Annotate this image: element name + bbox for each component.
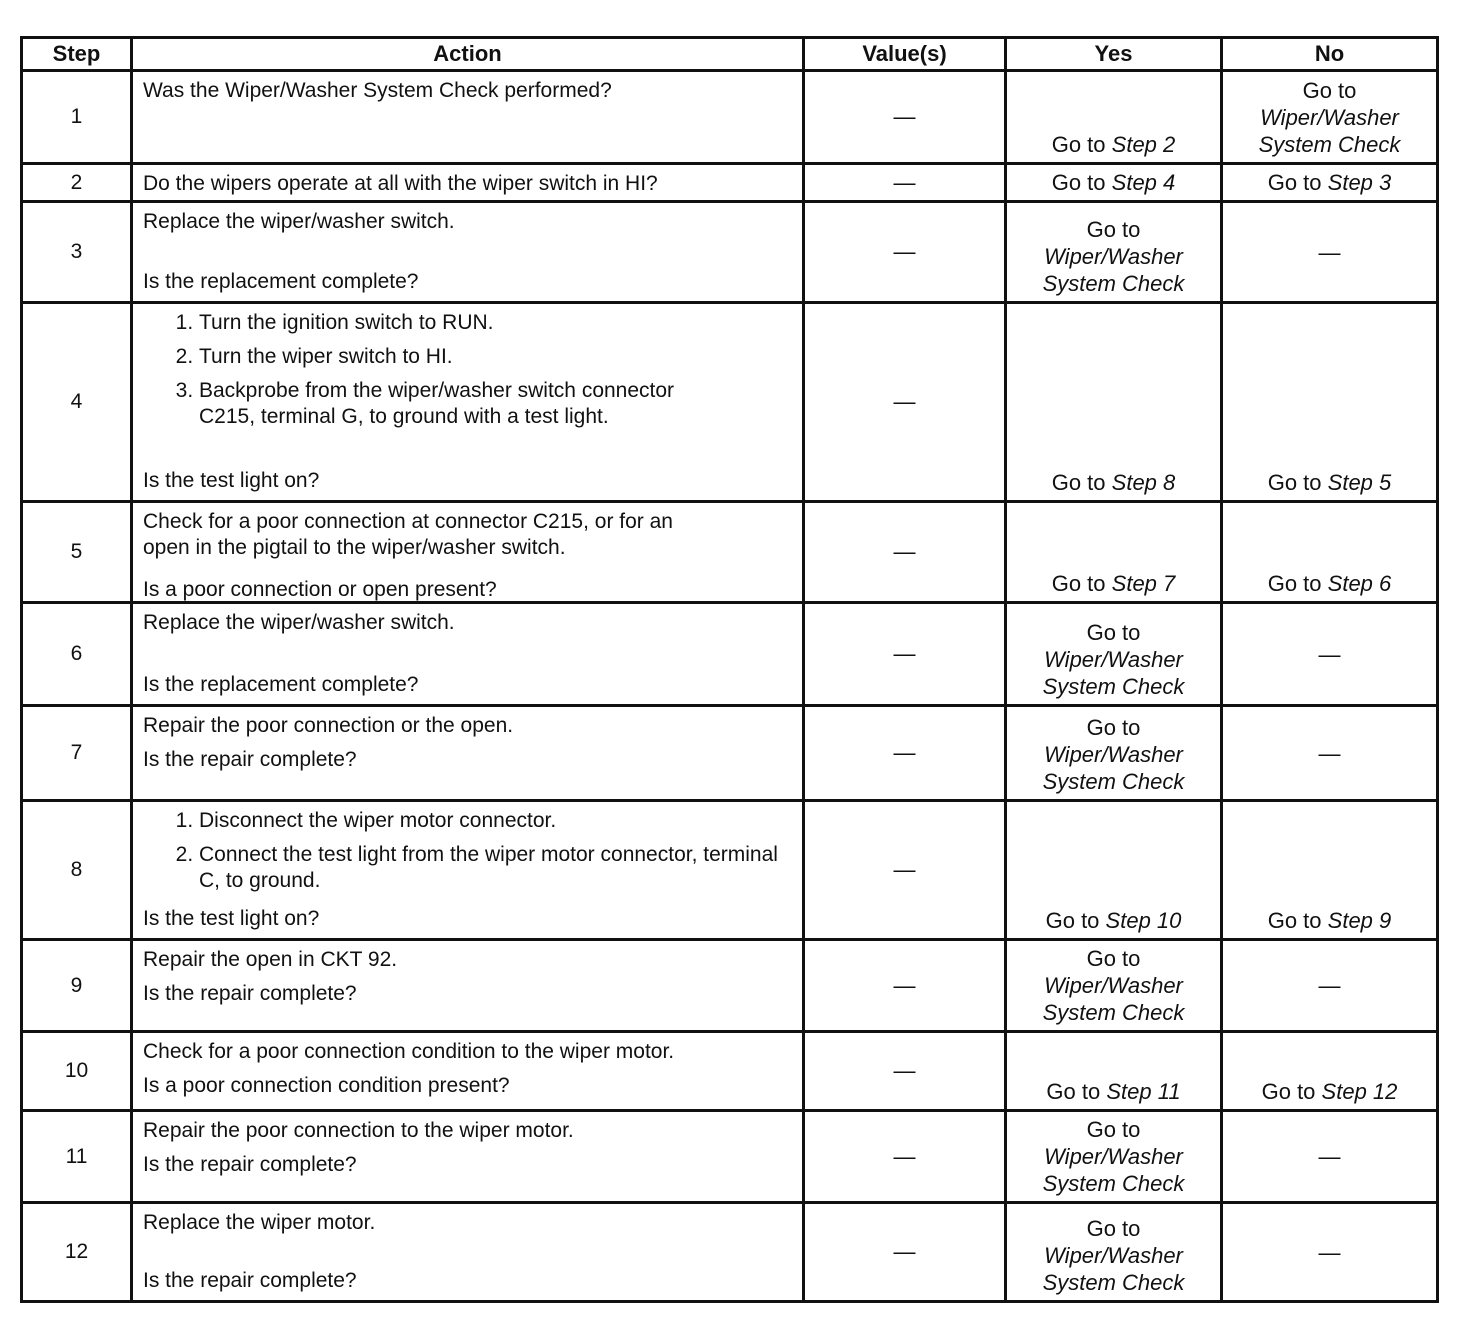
system-check-text: Wiper/Washer: [1044, 647, 1183, 672]
action-content: [143, 1118, 794, 1194]
action-top: [143, 1210, 794, 1236]
action-cell: [132, 1203, 804, 1302]
go-to-text: Go to: [1086, 1216, 1141, 1241]
value-cell: —: [804, 940, 1006, 1032]
dash-mark: —: [1318, 239, 1341, 265]
go-to-link: [1013, 570, 1214, 597]
action-step-item: 1. Disconnect the wiper motor connector.: [199, 808, 794, 834]
no-outcome: [1222, 801, 1438, 940]
action-line: Was the Wiper/Washer System Check performed?: [143, 79, 612, 102]
value-cell: —: [804, 164, 1006, 202]
system-check-ref: [1013, 714, 1214, 795]
action-line: Is the repair complete?: [143, 1153, 357, 1176]
action-spacer: [143, 434, 794, 468]
step-ref: Step 8: [1111, 470, 1176, 495]
yes-outcome: [1006, 502, 1222, 603]
table-row: [22, 502, 1438, 603]
action-top: [143, 1118, 794, 1178]
step-ref: Step 6: [1327, 571, 1392, 596]
action-top: [143, 610, 794, 636]
header-values: Value(s): [804, 38, 1006, 71]
go-to-link: [1013, 169, 1214, 196]
no-outcome: [1222, 1111, 1438, 1203]
step-number: 2: [22, 164, 132, 202]
value-cell: —: [804, 603, 1006, 706]
value-cell: —: [804, 1203, 1006, 1302]
action-cell: [132, 801, 804, 940]
action-content: [143, 713, 794, 793]
step-number: 7: [22, 706, 132, 801]
table-row: [22, 1203, 1438, 1302]
action-spacer: [143, 1236, 794, 1268]
step-number: 9: [22, 940, 132, 1032]
no-outcome: [1222, 502, 1438, 603]
table-row: [22, 801, 1438, 940]
go-to-text: Go to: [1302, 78, 1357, 103]
action-cell: [132, 502, 804, 603]
table-row: [22, 303, 1438, 502]
system-check-ref: [1013, 619, 1214, 700]
yes-outcome: [1006, 71, 1222, 164]
action-line: Is a poor connection condition present?: [143, 1074, 510, 1097]
yes-outcome: [1006, 801, 1222, 940]
action-steps-list: [143, 310, 794, 430]
action-cell: [132, 303, 804, 502]
system-check-text: System Check: [1042, 1171, 1185, 1196]
dash-mark: —: [1318, 973, 1341, 999]
step-ref: Step 2: [1111, 132, 1176, 157]
go-to-text: Go to: [1267, 908, 1322, 933]
dash-mark: —: [1318, 1144, 1341, 1170]
action-spacer: [143, 235, 794, 269]
system-check-ref: [1229, 77, 1430, 158]
no-outcome: [1222, 71, 1438, 164]
step-number: 3: [22, 202, 132, 303]
action-question: Is the test light on?: [143, 907, 320, 930]
go-to-link: [1229, 570, 1430, 597]
table-row: [22, 940, 1438, 1032]
action-line: Check for a poor connection at connector C215, or for an: [143, 510, 673, 533]
action-line: Do the wipers operate at all with the wiper switch in HI?: [143, 172, 658, 195]
value-cell: —: [804, 706, 1006, 801]
action-line: open in the pigtail to the wiper/washer switch.: [143, 536, 566, 559]
system-check-text: System Check: [1042, 769, 1185, 794]
no-outcome: [1222, 706, 1438, 801]
action-top: [143, 509, 794, 569]
go-to-text: Go to: [1267, 170, 1322, 195]
action-spacer: [143, 898, 794, 906]
value-cell: —: [804, 502, 1006, 603]
action-question: Is a poor connection or open present?: [143, 578, 497, 601]
header-no: No: [1222, 38, 1438, 71]
yes-outcome: [1006, 164, 1222, 202]
value-cell: —: [804, 71, 1006, 164]
yes-outcome: [1006, 1032, 1222, 1111]
action-top: [143, 171, 794, 197]
action-content: [143, 78, 794, 156]
system-check-text: Wiper/Washer: [1260, 105, 1399, 130]
go-to-link: [1013, 1078, 1214, 1105]
action-top: [143, 1039, 794, 1099]
step-number: 12: [22, 1203, 132, 1302]
table-body: [22, 71, 1438, 1302]
go-to-link: [1229, 907, 1430, 934]
step-number: 11: [22, 1111, 132, 1203]
header-action: Action: [132, 38, 804, 71]
table-row: [22, 706, 1438, 801]
dash-mark: —: [1318, 641, 1341, 667]
yes-outcome: [1006, 1111, 1222, 1203]
yes-outcome: [1006, 603, 1222, 706]
go-to-link: [1229, 469, 1430, 496]
no-outcome: [1222, 1203, 1438, 1302]
yes-outcome: [1006, 303, 1222, 502]
go-to-text: Go to: [1267, 470, 1322, 495]
action-step-item: 2. Connect the test light from the wiper motor connector, terminal C, to ground.: [199, 842, 794, 894]
go-to-text: Go to: [1051, 571, 1106, 596]
no-outcome: [1222, 940, 1438, 1032]
action-top: [143, 209, 794, 235]
action-line: Repair the open in CKT 92.: [143, 948, 398, 971]
dash-mark: —: [1318, 1239, 1341, 1265]
step-ref: Step 3: [1327, 170, 1392, 195]
action-content: [143, 1039, 794, 1103]
table-row: [22, 202, 1438, 303]
go-to-text: Go to: [1261, 1079, 1316, 1104]
step-number: 10: [22, 1032, 132, 1111]
table-header-row: [22, 38, 1438, 71]
system-check-text: System Check: [1042, 1000, 1185, 1025]
action-top: [143, 310, 794, 434]
system-check-ref: [1013, 1215, 1214, 1296]
action-line: Is the repair complete?: [143, 748, 357, 771]
system-check-text: Wiper/Washer: [1044, 973, 1183, 998]
system-check-text: Wiper/Washer: [1044, 244, 1183, 269]
action-top: [143, 713, 794, 773]
system-check-text: System Check: [1258, 132, 1401, 157]
action-content: [143, 209, 794, 295]
go-to-text: Go to: [1051, 170, 1106, 195]
system-check-text: Wiper/Washer: [1044, 1144, 1183, 1169]
step-ref: Step 9: [1327, 908, 1392, 933]
action-line: Replace the wiper/washer switch.: [143, 210, 455, 233]
action-step-item: 3. Backprobe from the wiper/washer switch connector C215, terminal G, to ground with a test light.: [199, 378, 719, 430]
value-cell: —: [804, 801, 1006, 940]
go-to-text: Go to: [1086, 715, 1141, 740]
go-to-link: [1013, 469, 1214, 496]
action-spacer: [143, 636, 794, 672]
go-to-text: Go to: [1051, 470, 1106, 495]
no-outcome: [1222, 1032, 1438, 1111]
step-ref: Step 11: [1106, 1079, 1181, 1104]
header-step: Step: [22, 38, 132, 71]
table-row: [22, 1032, 1438, 1111]
action-content: [143, 1210, 794, 1294]
action-line: Replace the wiper motor.: [143, 1211, 376, 1234]
go-to-text: Go to: [1045, 908, 1100, 933]
step-ref: Step 5: [1327, 470, 1392, 495]
action-top: [143, 947, 794, 1007]
table-row: [22, 164, 1438, 202]
action-question: Is the test light on?: [143, 469, 320, 492]
header-yes: Yes: [1006, 38, 1222, 71]
action-top: [143, 808, 794, 898]
diagnostic-table: [20, 36, 1439, 1303]
go-to-link: [1013, 131, 1214, 158]
go-to-text: Go to: [1086, 620, 1141, 645]
no-outcome: [1222, 303, 1438, 502]
system-check-ref: [1013, 1116, 1214, 1197]
yes-outcome: [1006, 202, 1222, 303]
yes-outcome: [1006, 706, 1222, 801]
action-content: [143, 947, 794, 1023]
system-check-text: Wiper/Washer: [1044, 742, 1183, 767]
system-check-text: Wiper/Washer: [1044, 1243, 1183, 1268]
action-spacer: [143, 569, 794, 577]
action-cell: [132, 71, 804, 164]
action-content: [143, 509, 794, 601]
no-outcome: [1222, 603, 1438, 706]
go-to-text: Go to: [1086, 946, 1141, 971]
system-check-ref: [1013, 945, 1214, 1026]
step-number: 4: [22, 303, 132, 502]
action-cell: [132, 1032, 804, 1111]
go-to-link: [1229, 1078, 1430, 1105]
step-ref: Step 7: [1111, 571, 1176, 596]
action-step-item: 2. Turn the wiper switch to HI.: [199, 344, 794, 370]
action-cell: [132, 164, 804, 202]
system-check-text: System Check: [1042, 1270, 1185, 1295]
action-line: Repair the poor connection to the wiper motor.: [143, 1119, 574, 1142]
step-number: 8: [22, 801, 132, 940]
action-question: Is the replacement complete?: [143, 673, 419, 696]
action-top: [143, 78, 794, 104]
action-line: Repair the poor connection or the open.: [143, 714, 514, 737]
action-content: [143, 610, 794, 698]
yes-outcome: [1006, 1203, 1222, 1302]
action-cell: [132, 940, 804, 1032]
action-steps-list: [143, 808, 794, 894]
go-to-link: [1013, 907, 1214, 934]
value-cell: —: [804, 303, 1006, 502]
no-outcome: [1222, 202, 1438, 303]
table-row: [22, 71, 1438, 164]
step-number: 5: [22, 502, 132, 603]
system-check-text: System Check: [1042, 674, 1185, 699]
action-cell: [132, 1111, 804, 1203]
action-line: Is the repair complete?: [143, 982, 357, 1005]
go-to-text: Go to: [1046, 1079, 1101, 1104]
action-content: [143, 808, 794, 932]
step-ref: Step 10: [1105, 908, 1182, 933]
step-number: 1: [22, 71, 132, 164]
system-check-text: System Check: [1042, 271, 1185, 296]
dash-mark: —: [1318, 740, 1341, 766]
action-cell: [132, 603, 804, 706]
action-content: [143, 171, 794, 193]
action-line: Check for a poor connection condition to the wiper motor.: [143, 1040, 675, 1063]
go-to-text: Go to: [1267, 571, 1322, 596]
go-to-link: [1229, 169, 1430, 196]
no-outcome: [1222, 164, 1438, 202]
action-line: Replace the wiper/washer switch.: [143, 611, 455, 634]
yes-outcome: [1006, 940, 1222, 1032]
go-to-text: Go to: [1086, 1117, 1141, 1142]
go-to-text: Go to: [1051, 132, 1106, 157]
go-to-text: Go to: [1086, 217, 1141, 242]
action-step-item: 1. Turn the ignition switch to RUN.: [199, 310, 794, 336]
step-ref: Step 4: [1111, 170, 1176, 195]
value-cell: —: [804, 202, 1006, 303]
value-cell: —: [804, 1032, 1006, 1111]
action-cell: [132, 202, 804, 303]
action-cell: [132, 706, 804, 801]
action-question: Is the replacement complete?: [143, 270, 419, 293]
step-ref: Step 12: [1321, 1079, 1398, 1104]
system-check-ref: [1013, 216, 1214, 297]
table-row: [22, 603, 1438, 706]
value-cell: —: [804, 1111, 1006, 1203]
table-row: [22, 1111, 1438, 1203]
step-number: 6: [22, 603, 132, 706]
action-question: Is the repair complete?: [143, 1269, 357, 1292]
action-content: [143, 310, 794, 494]
